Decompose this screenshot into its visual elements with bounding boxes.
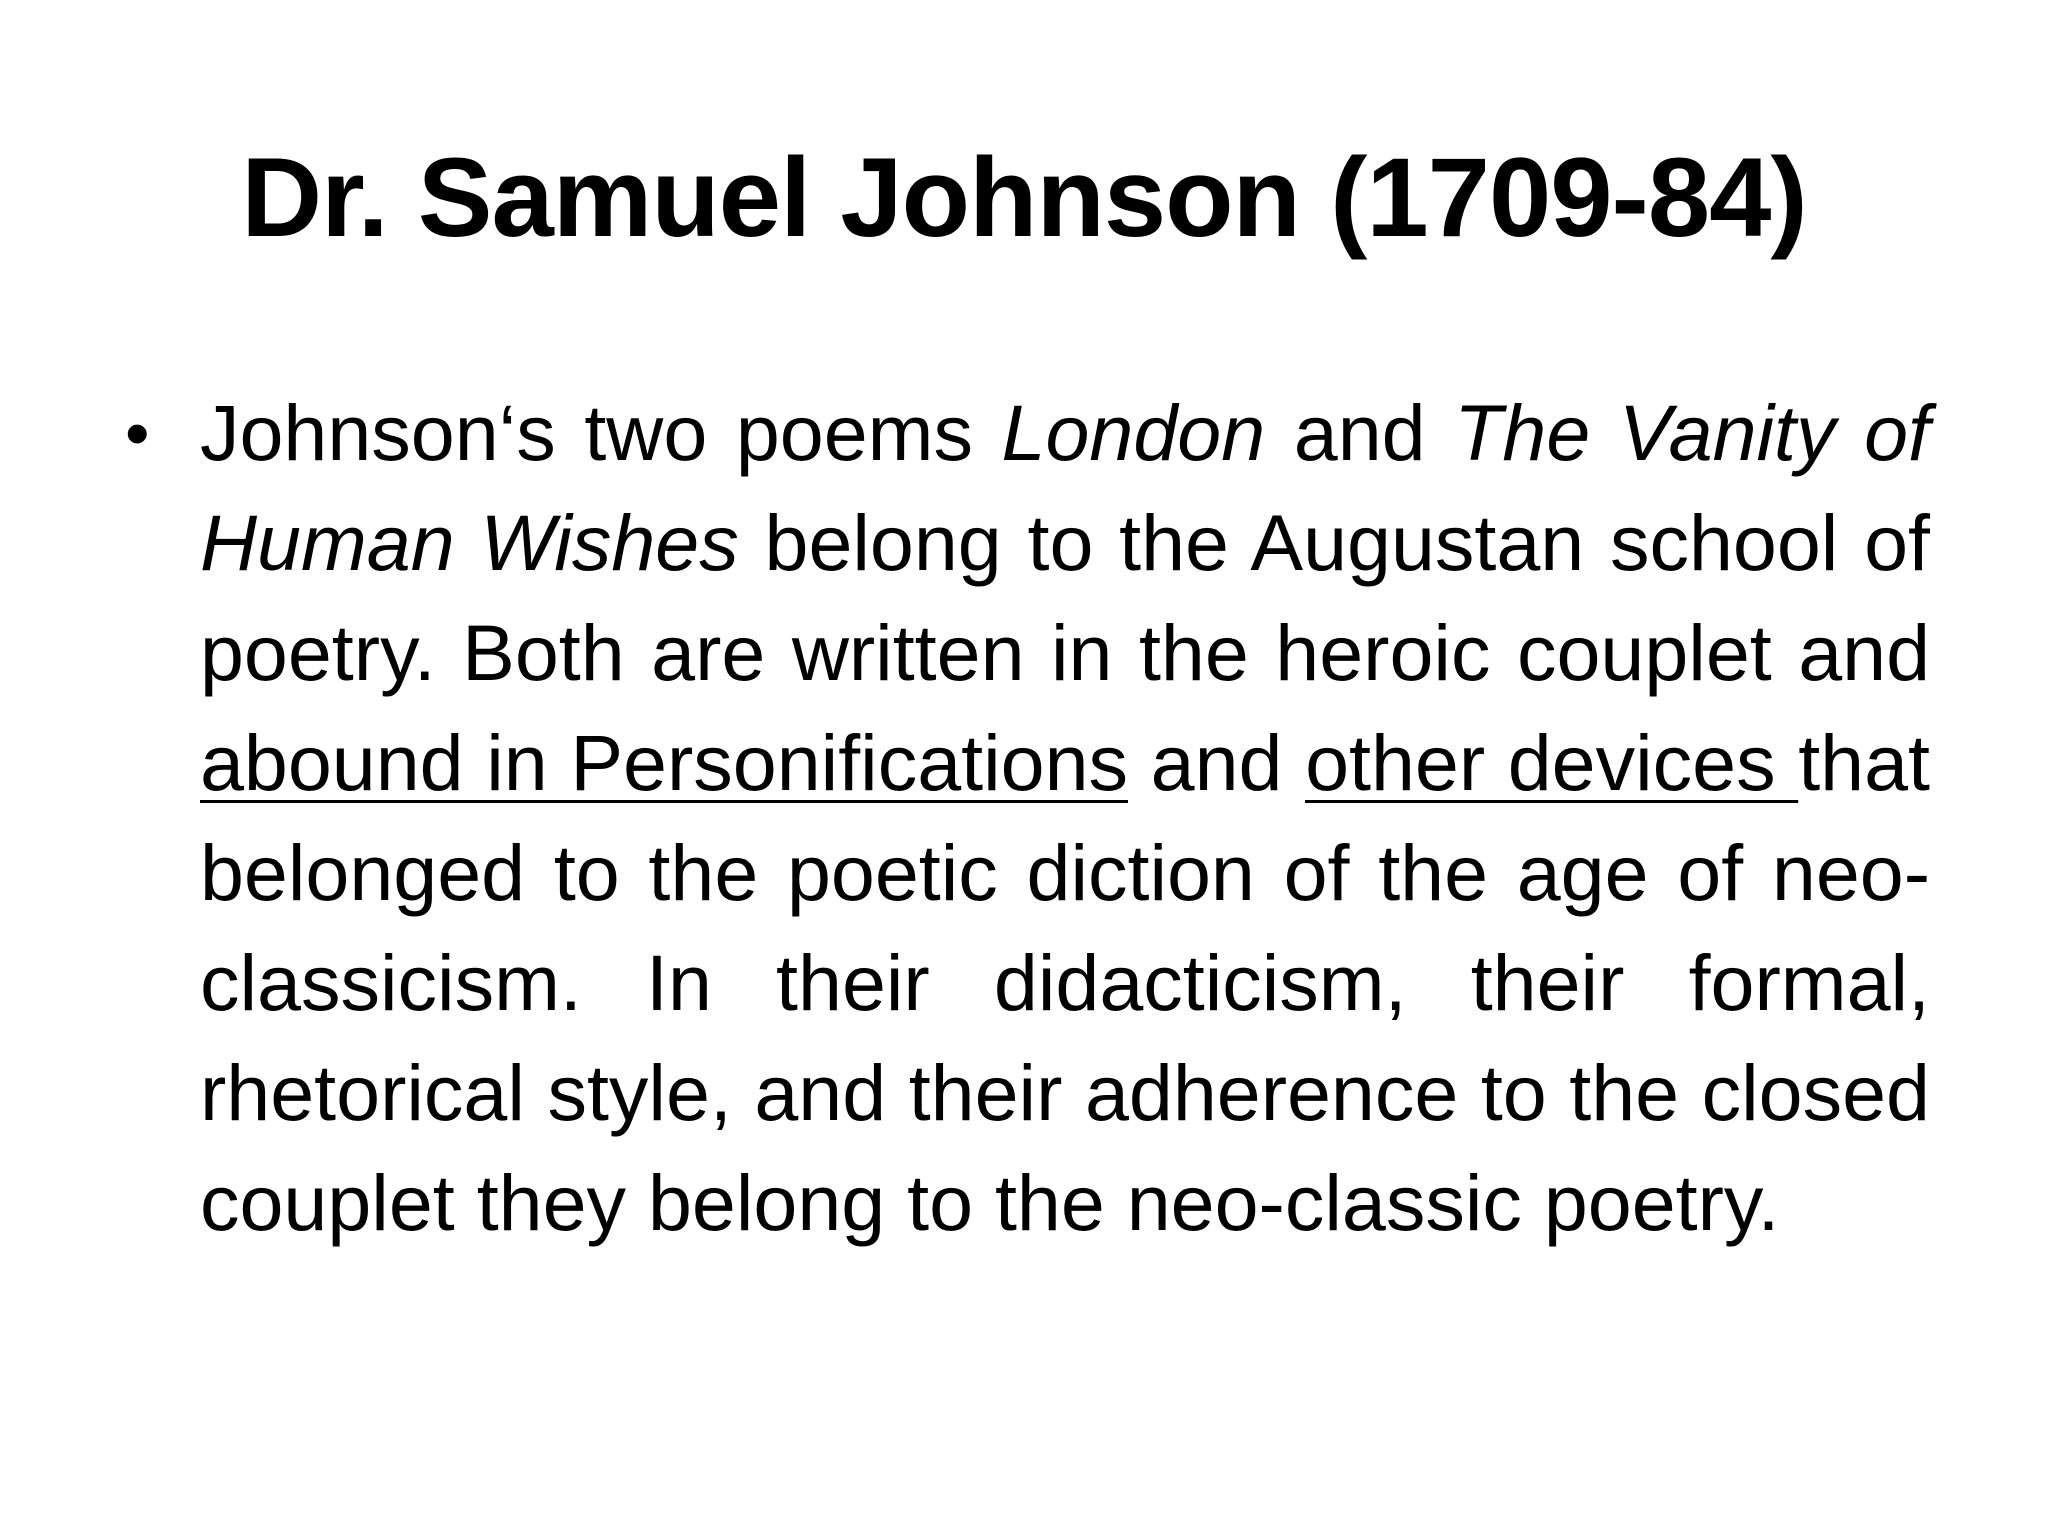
poem-title-vanity: The Vanity of Human Wishes: [200, 388, 1930, 587]
text-segment: and: [1128, 718, 1306, 807]
underlined-phrase-personifications: abound in Personifications: [200, 718, 1129, 807]
poem-title-london: London: [1001, 388, 1266, 477]
underlined-phrase-devices: other devices: [1305, 718, 1799, 807]
text-segment: Johnson‘s two poems: [200, 388, 1002, 477]
text-segment: and: [1265, 388, 1455, 477]
bullet-paragraph: [200, 378, 1930, 1258]
text-segment: that belonged to the poetic diction of the age of neo-classicism. In their didacticism, their formal, rhetorical style, and their adherence to the closed couplet they belong to the neo-classic poetry.: [200, 718, 1930, 1247]
text-segment: belong to the Augustan school of poetry. Both are written in the heroic couplet and: [200, 498, 1930, 697]
bullet-list: [125, 378, 1930, 1258]
slide-title: Dr. Samuel Johnson (1709-84): [241, 135, 1807, 260]
bullet-marker: •: [125, 394, 150, 472]
